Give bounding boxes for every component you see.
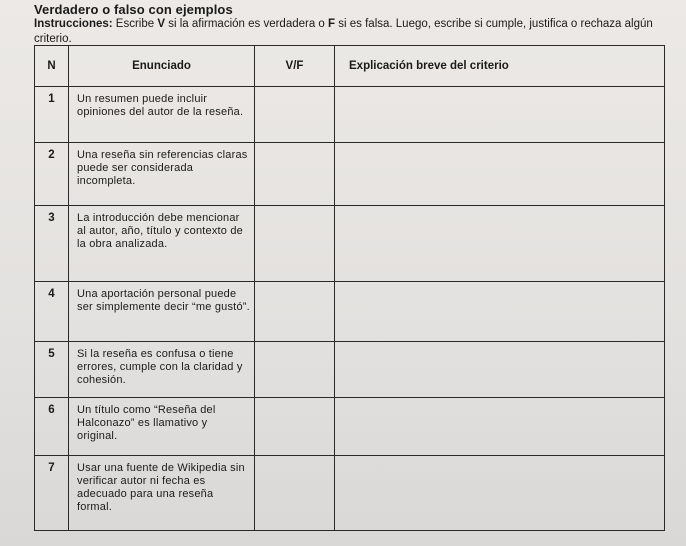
instructions-text-1: Escribe (112, 18, 158, 30)
table-header-row (35, 46, 665, 87)
explanation-cell[interactable] (335, 143, 665, 206)
row-statement: La introducción debe mencionar al autor, año, título y contexto de la obra analizada. (69, 206, 255, 282)
header-n: N (35, 46, 69, 87)
vf-answer-cell[interactable] (255, 87, 335, 143)
criteria-table (34, 45, 665, 531)
explanation-cell[interactable] (335, 87, 665, 143)
vf-answer-cell[interactable] (255, 342, 335, 398)
header-enunciado: Enunciado (69, 46, 255, 87)
instructions (34, 17, 674, 47)
header-explicacion: Explicación breve del criterio (335, 46, 665, 87)
instructions-text-3: si es falsa. Luego, escribe si cumple, justifica o rechaza algún criterio. (34, 18, 653, 45)
table-row (35, 282, 665, 342)
row-number: 3 (35, 206, 69, 282)
row-number: 7 (35, 456, 69, 531)
row-number: 5 (35, 342, 69, 398)
row-statement: Una reseña sin referencias claras puede ser considerada incompleta. (69, 143, 255, 206)
row-number: 4 (35, 282, 69, 342)
instructions-text-2: si la afirmación es verdadera o (165, 18, 329, 30)
page-title: Verdadero o falso con ejemplos (34, 2, 233, 17)
header-vf: V/F (255, 46, 335, 87)
row-number: 6 (35, 398, 69, 456)
table-row (35, 342, 665, 398)
explanation-cell[interactable] (335, 206, 665, 282)
vf-answer-cell[interactable] (255, 398, 335, 456)
instructions-f: F (328, 18, 336, 30)
row-number: 1 (35, 87, 69, 143)
table-row (35, 206, 665, 282)
explanation-cell[interactable] (335, 282, 665, 342)
instructions-v: V (157, 18, 166, 30)
table-row (35, 456, 665, 531)
instructions-label: Instrucciones: (34, 18, 113, 30)
row-statement: Usar una fuente de Wikipedia sin verificar autor ni fecha es adecuado para una reseña formal. (69, 456, 255, 531)
row-number: 2 (35, 143, 69, 206)
row-statement: Un título como “Reseña del Halconazo” es llamativo y original. (69, 398, 255, 456)
vf-answer-cell[interactable] (255, 456, 335, 531)
table-row (35, 398, 665, 456)
vf-answer-cell[interactable] (255, 282, 335, 342)
explanation-cell[interactable] (335, 398, 665, 456)
explanation-cell[interactable] (335, 456, 665, 531)
row-statement: Si la reseña es confusa o tiene errores, cumple con la claridad y cohesión. (69, 342, 255, 398)
table-row (35, 87, 665, 143)
row-statement: Una aportación personal puede ser simplemente decir “me gustó”. (69, 282, 255, 342)
vf-answer-cell[interactable] (255, 143, 335, 206)
explanation-cell[interactable] (335, 342, 665, 398)
vf-answer-cell[interactable] (255, 206, 335, 282)
table-row (35, 143, 665, 206)
row-statement: Un resumen puede incluir opiniones del autor de la reseña. (69, 87, 255, 143)
